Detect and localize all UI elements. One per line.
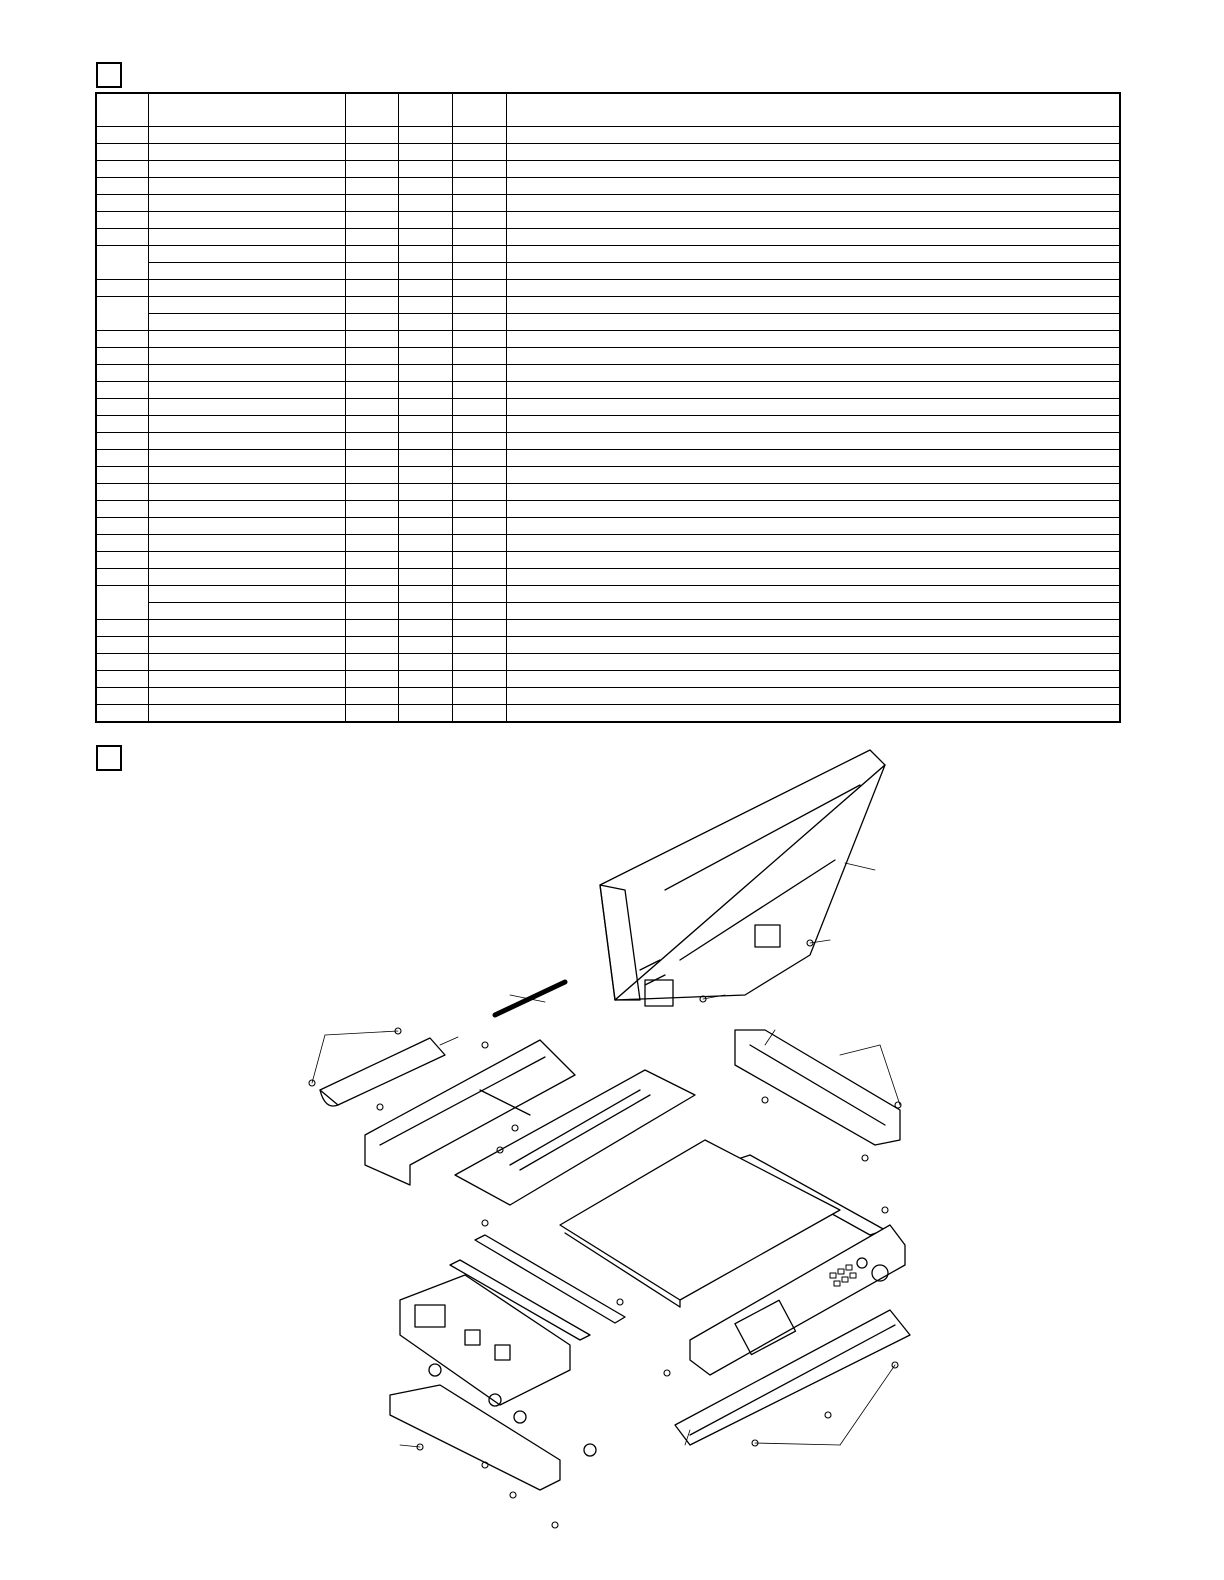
cell-description — [506, 348, 1120, 365]
cell-price-rank — [345, 586, 398, 603]
cell-new-mark — [398, 467, 452, 484]
cell-price-rank — [345, 433, 398, 450]
cell-description — [506, 195, 1120, 212]
cell-description — [506, 654, 1120, 671]
cell-description — [506, 263, 1120, 280]
cell-part-rank — [452, 263, 506, 280]
cell-part-code — [148, 671, 345, 688]
cell-new-mark — [398, 535, 452, 552]
table-row — [96, 365, 1120, 382]
header-cell-description — [506, 93, 1120, 127]
table-row — [96, 246, 1120, 263]
table-row — [96, 178, 1120, 195]
cell-part-code — [148, 365, 345, 382]
cell-new-mark — [398, 314, 452, 331]
cell-part-code — [148, 586, 345, 603]
cell-no — [96, 280, 148, 297]
cell-description — [506, 399, 1120, 416]
cell-new-mark — [398, 161, 452, 178]
cell-new-mark — [398, 620, 452, 637]
cell-price-rank — [345, 671, 398, 688]
cell-part-code — [148, 654, 345, 671]
cell-new-mark — [398, 637, 452, 654]
cell-part-rank — [452, 280, 506, 297]
cell-no — [96, 416, 148, 433]
cell-no — [96, 501, 148, 518]
cell-new-mark — [398, 603, 452, 620]
table-row — [96, 552, 1120, 569]
cell-price-rank — [345, 484, 398, 501]
cell-price-rank — [345, 399, 398, 416]
cell-part-code — [148, 620, 345, 637]
cell-price-rank — [345, 178, 398, 195]
cell-no — [96, 535, 148, 552]
cell-description — [506, 314, 1120, 331]
cell-description — [506, 433, 1120, 450]
cell-new-mark — [398, 450, 452, 467]
cell-part-rank — [452, 161, 506, 178]
cell-new-mark — [398, 127, 452, 144]
cell-no — [96, 127, 148, 144]
table-body — [96, 127, 1120, 723]
cell-part-code — [148, 399, 345, 416]
table-row — [96, 348, 1120, 365]
cell-part-rank — [452, 331, 506, 348]
cell-new-mark — [398, 263, 452, 280]
table-row — [96, 569, 1120, 586]
cell-part-rank — [452, 518, 506, 535]
table-row — [96, 450, 1120, 467]
cell-part-code — [148, 569, 345, 586]
cell-part-code — [148, 195, 345, 212]
cell-new-mark — [398, 688, 452, 705]
cell-part-code — [148, 518, 345, 535]
cell-no — [96, 688, 148, 705]
cell-part-code — [148, 501, 345, 518]
cell-part-rank — [452, 416, 506, 433]
cell-price-rank — [345, 297, 398, 314]
table-row — [96, 671, 1120, 688]
cell-part-code — [148, 127, 345, 144]
cell-part-rank — [452, 127, 506, 144]
cell-part-code — [148, 280, 345, 297]
cell-price-rank — [345, 195, 398, 212]
cell-part-code — [148, 161, 345, 178]
cell-price-rank — [345, 450, 398, 467]
cell-part-rank — [452, 144, 506, 161]
cell-part-code — [148, 637, 345, 654]
cell-no — [96, 586, 148, 620]
cell-new-mark — [398, 246, 452, 263]
cell-part-code — [148, 705, 345, 723]
cell-part-rank — [452, 501, 506, 518]
cell-part-rank — [452, 382, 506, 399]
cell-part-rank — [452, 569, 506, 586]
cell-no — [96, 297, 148, 331]
table-row — [96, 399, 1120, 416]
rod-part — [495, 982, 565, 1015]
left-front-cover — [320, 1038, 445, 1106]
header-cell-new-mark — [398, 93, 452, 127]
cell-new-mark — [398, 518, 452, 535]
cell-price-rank — [345, 688, 398, 705]
exploded-parts-diagram — [280, 745, 940, 1545]
cell-part-code — [148, 348, 345, 365]
table-row — [96, 433, 1120, 450]
cell-price-rank — [345, 603, 398, 620]
cell-price-rank — [345, 654, 398, 671]
cell-description — [506, 603, 1120, 620]
header-cell-no — [96, 93, 148, 127]
cell-part-rank — [452, 365, 506, 382]
cell-price-rank — [345, 637, 398, 654]
cell-price-rank — [345, 518, 398, 535]
table-row — [96, 484, 1120, 501]
cell-description — [506, 297, 1120, 314]
cell-price-rank — [345, 212, 398, 229]
table-row — [96, 161, 1120, 178]
table-row — [96, 382, 1120, 399]
cell-part-rank — [452, 603, 506, 620]
table-row — [96, 518, 1120, 535]
cell-no — [96, 195, 148, 212]
cell-description — [506, 246, 1120, 263]
cell-part-code — [148, 552, 345, 569]
cell-part-code — [148, 603, 345, 620]
cell-price-rank — [345, 331, 398, 348]
cell-price-rank — [345, 501, 398, 518]
cell-part-rank — [452, 620, 506, 637]
table-row — [96, 127, 1120, 144]
table-row — [96, 620, 1120, 637]
cell-part-rank — [452, 297, 506, 314]
cell-description — [506, 484, 1120, 501]
cell-description — [506, 552, 1120, 569]
cell-part-code — [148, 178, 345, 195]
table-row — [96, 280, 1120, 297]
scanner-rear-cover — [400, 1275, 570, 1405]
cell-new-mark — [398, 382, 452, 399]
table-row — [96, 144, 1120, 161]
cell-no — [96, 229, 148, 246]
cell-description — [506, 331, 1120, 348]
cell-new-mark — [398, 416, 452, 433]
cell-no — [96, 705, 148, 723]
cell-new-mark — [398, 212, 452, 229]
table-row — [96, 212, 1120, 229]
cell-part-rank — [452, 212, 506, 229]
document-cover — [600, 750, 885, 1006]
table-row — [96, 297, 1120, 314]
cell-part-code — [148, 212, 345, 229]
cell-no — [96, 161, 148, 178]
cell-part-code — [148, 229, 345, 246]
header-cell-part-code — [148, 93, 345, 127]
cell-no — [96, 450, 148, 467]
cell-description — [506, 501, 1120, 518]
cell-new-mark — [398, 433, 452, 450]
table-row — [96, 603, 1120, 620]
cell-no — [96, 569, 148, 586]
cell-description — [506, 688, 1120, 705]
cell-no — [96, 382, 148, 399]
cell-price-rank — [345, 314, 398, 331]
cell-part-rank — [452, 399, 506, 416]
table-row — [96, 263, 1120, 280]
cell-description — [506, 416, 1120, 433]
cell-no — [96, 399, 148, 416]
cell-description — [506, 365, 1120, 382]
cell-price-rank — [345, 348, 398, 365]
cell-price-rank — [345, 263, 398, 280]
cell-part-rank — [452, 433, 506, 450]
cell-new-mark — [398, 705, 452, 723]
cell-price-rank — [345, 467, 398, 484]
cell-new-mark — [398, 297, 452, 314]
cell-price-rank — [345, 365, 398, 382]
cell-description — [506, 127, 1120, 144]
cell-part-rank — [452, 450, 506, 467]
cell-price-rank — [345, 127, 398, 144]
cell-part-code — [148, 535, 345, 552]
cell-description — [506, 212, 1120, 229]
cell-new-mark — [398, 195, 452, 212]
cell-part-rank — [452, 314, 506, 331]
cell-description — [506, 620, 1120, 637]
cell-no — [96, 654, 148, 671]
section-marker-bottom — [96, 745, 122, 771]
cell-part-rank — [452, 467, 506, 484]
cell-part-rank — [452, 535, 506, 552]
cell-no — [96, 178, 148, 195]
table-row — [96, 586, 1120, 603]
cell-description — [506, 518, 1120, 535]
cell-new-mark — [398, 654, 452, 671]
parts-list-table — [95, 92, 1121, 723]
cell-price-rank — [345, 620, 398, 637]
cell-new-mark — [398, 280, 452, 297]
cell-no — [96, 365, 148, 382]
cell-part-rank — [452, 705, 506, 723]
cell-description — [506, 382, 1120, 399]
right-frame-rail — [735, 1030, 900, 1145]
cell-description — [506, 467, 1120, 484]
cell-new-mark — [398, 229, 452, 246]
cell-description — [506, 569, 1120, 586]
cell-part-rank — [452, 195, 506, 212]
cell-description — [506, 178, 1120, 195]
cell-price-rank — [345, 161, 398, 178]
cell-no — [96, 518, 148, 535]
header-cell-price-rank — [345, 93, 398, 127]
cell-price-rank — [345, 382, 398, 399]
cell-part-code — [148, 484, 345, 501]
cell-no — [96, 144, 148, 161]
table-row — [96, 467, 1120, 484]
cell-part-code — [148, 382, 345, 399]
table-row — [96, 688, 1120, 705]
cell-no — [96, 552, 148, 569]
cell-description — [506, 161, 1120, 178]
cell-new-mark — [398, 331, 452, 348]
cell-description — [506, 671, 1120, 688]
cell-part-code — [148, 433, 345, 450]
cell-part-code — [148, 467, 345, 484]
cell-no — [96, 620, 148, 637]
cell-new-mark — [398, 178, 452, 195]
cell-price-rank — [345, 246, 398, 263]
cell-new-mark — [398, 399, 452, 416]
cell-new-mark — [398, 484, 452, 501]
table-row — [96, 331, 1120, 348]
cell-no — [96, 637, 148, 654]
cell-description — [506, 637, 1120, 654]
table-row — [96, 195, 1120, 212]
table-row — [96, 416, 1120, 433]
cell-part-rank — [452, 688, 506, 705]
cell-part-code — [148, 688, 345, 705]
cell-part-code — [148, 144, 345, 161]
cell-part-rank — [452, 586, 506, 603]
cell-new-mark — [398, 569, 452, 586]
cell-new-mark — [398, 501, 452, 518]
cell-part-code — [148, 246, 345, 263]
cell-part-code — [148, 297, 345, 314]
cell-price-rank — [345, 229, 398, 246]
table-row — [96, 654, 1120, 671]
cell-description — [506, 229, 1120, 246]
cell-new-mark — [398, 144, 452, 161]
cell-part-code — [148, 331, 345, 348]
cell-price-rank — [345, 280, 398, 297]
section-marker-top — [96, 62, 122, 88]
cell-new-mark — [398, 552, 452, 569]
cell-no — [96, 348, 148, 365]
cell-part-code — [148, 314, 345, 331]
cell-part-code — [148, 450, 345, 467]
cell-description — [506, 705, 1120, 723]
cell-part-code — [148, 416, 345, 433]
cell-part-rank — [452, 229, 506, 246]
cell-part-rank — [452, 246, 506, 263]
table-row — [96, 705, 1120, 723]
cell-new-mark — [398, 365, 452, 382]
cell-new-mark — [398, 671, 452, 688]
cell-price-rank — [345, 569, 398, 586]
cell-description — [506, 144, 1120, 161]
cell-part-rank — [452, 348, 506, 365]
table-row — [96, 637, 1120, 654]
cell-part-rank — [452, 484, 506, 501]
cell-part-rank — [452, 178, 506, 195]
cell-no — [96, 467, 148, 484]
cell-price-rank — [345, 552, 398, 569]
cell-no — [96, 331, 148, 348]
cell-description — [506, 535, 1120, 552]
cell-price-rank — [345, 535, 398, 552]
cell-no — [96, 246, 148, 280]
cell-description — [506, 280, 1120, 297]
cell-new-mark — [398, 348, 452, 365]
cell-part-rank — [452, 671, 506, 688]
cell-no — [96, 484, 148, 501]
cell-no — [96, 671, 148, 688]
cell-description — [506, 450, 1120, 467]
cell-new-mark — [398, 586, 452, 603]
cell-part-code — [148, 263, 345, 280]
table-row — [96, 501, 1120, 518]
table-row — [96, 314, 1120, 331]
header-cell-part-rank — [452, 93, 506, 127]
cell-part-rank — [452, 637, 506, 654]
cell-price-rank — [345, 144, 398, 161]
cell-part-rank — [452, 552, 506, 569]
cell-part-rank — [452, 654, 506, 671]
cell-price-rank — [345, 705, 398, 723]
cell-price-rank — [345, 416, 398, 433]
table-header-row — [96, 93, 1120, 127]
cell-no — [96, 433, 148, 450]
table-row — [96, 535, 1120, 552]
cell-description — [506, 586, 1120, 603]
table-row — [96, 229, 1120, 246]
cell-no — [96, 212, 148, 229]
